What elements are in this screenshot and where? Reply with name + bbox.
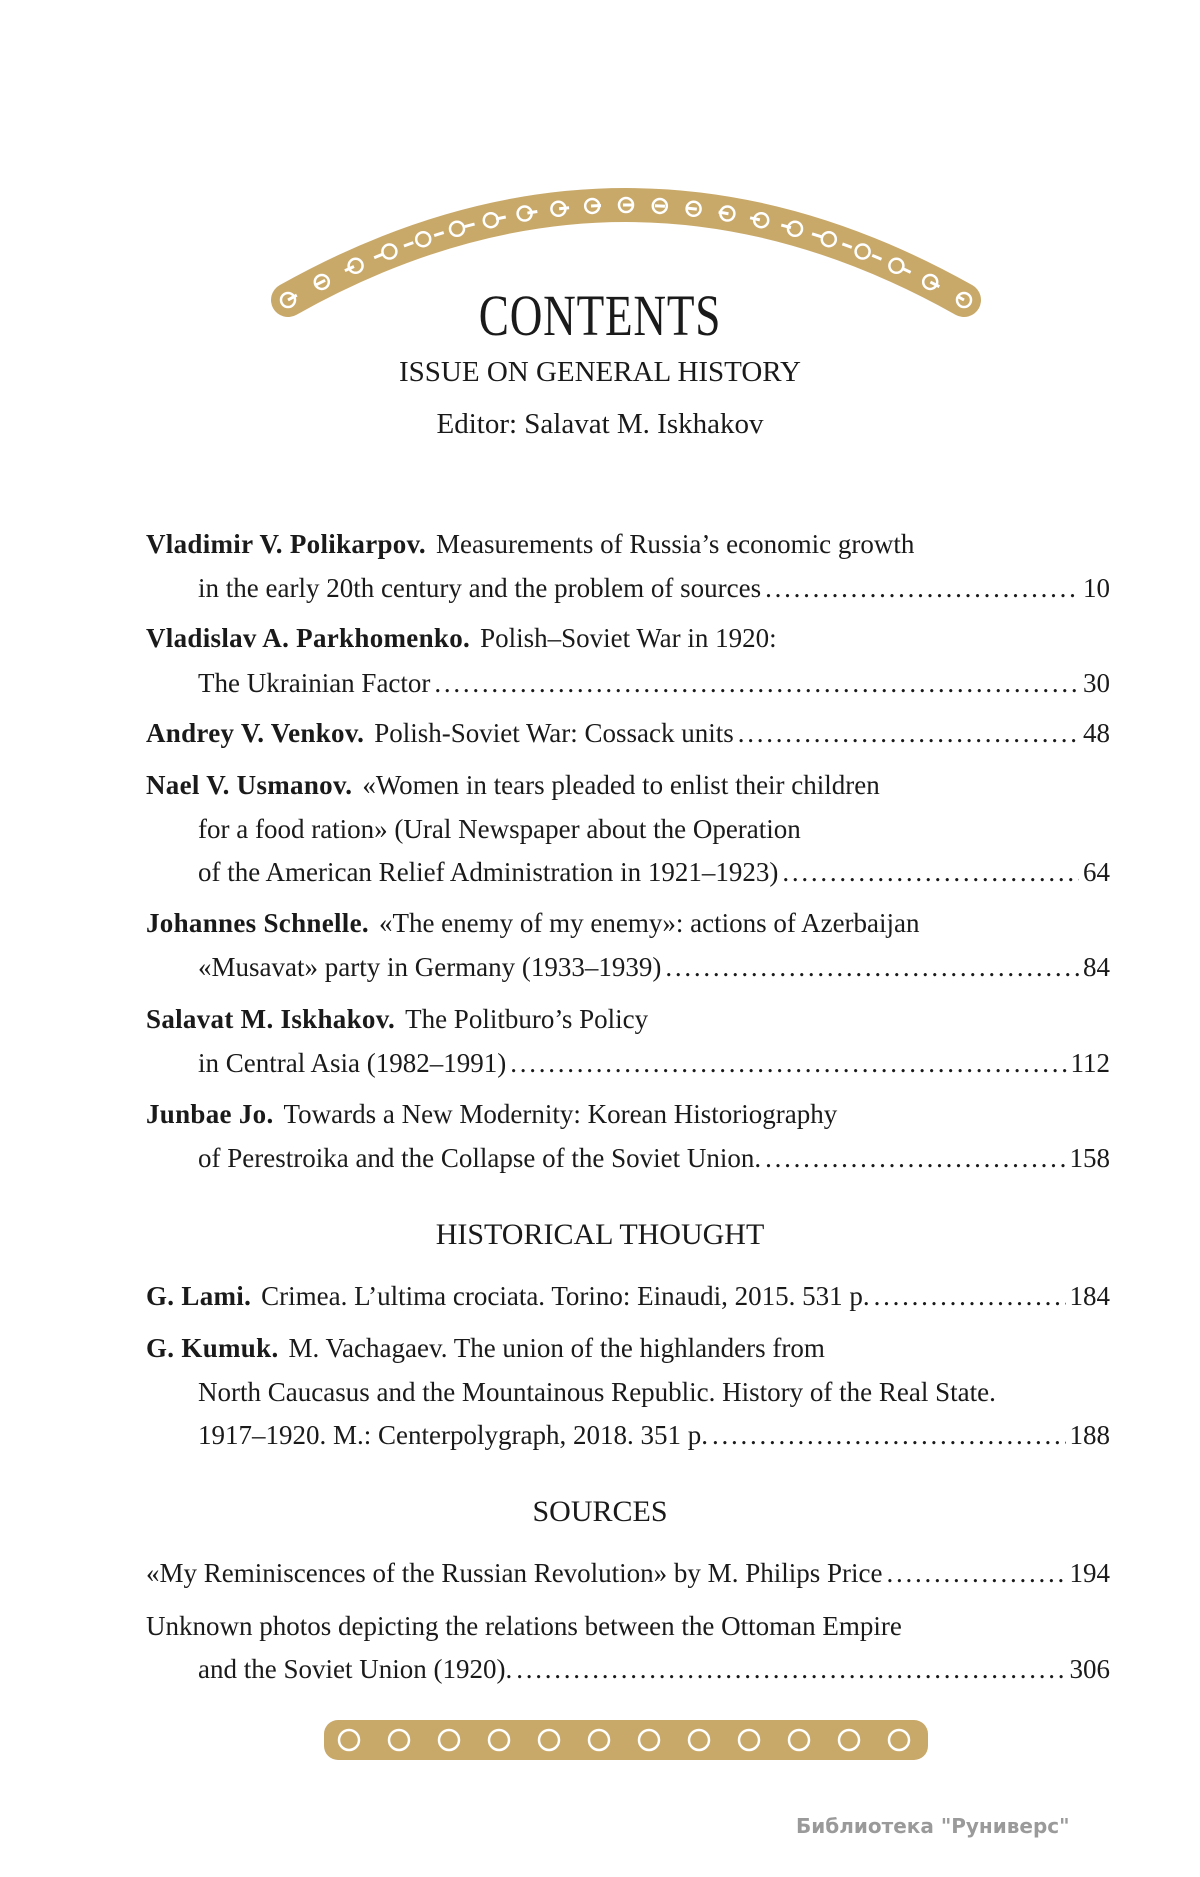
entry-title: Polish–Soviet War in 1920: — [480, 623, 777, 653]
toc-entry-cont[interactable] — [198, 1372, 1110, 1412]
entry-title: The Politburo’s Policy — [405, 1004, 649, 1034]
page-number: 48 — [1083, 718, 1110, 748]
entry-title: North Caucasus and the Mountainous Republic. History of the Real State. — [198, 1377, 996, 1407]
toc-entry-cont[interactable] — [198, 852, 1110, 892]
watermark: Библиотека "Руниверс" — [796, 1814, 1070, 1838]
page-number: 306 — [1069, 1654, 1110, 1684]
entry-author: Salavat M. Iskhakov. — [146, 1004, 396, 1034]
dot-leader — [510, 1043, 1066, 1083]
entry-title: «The enemy of my enemy»: actions of Azerbaijan — [378, 908, 920, 938]
page-number: 184 — [1069, 1281, 1110, 1311]
dot-leader — [434, 663, 1079, 703]
page-number: 30 — [1083, 668, 1110, 698]
entry-title: Polish-Soviet War: Cossack units — [374, 718, 734, 748]
toc-entry-cont[interactable] — [198, 663, 1110, 703]
entry-title: for a food ration» (Ural Newspaper about the Operation — [198, 814, 801, 844]
bottom-ornament — [324, 1716, 928, 1764]
entry-title: «Women in tears pleaded to enlist their children — [362, 770, 880, 800]
entry-title: Unknown photos depicting the relations between the Ottoman Empire — [146, 1611, 902, 1641]
dot-leader — [738, 713, 1079, 753]
editor-line: Editor: Salavat M. Iskhakov — [436, 408, 764, 440]
page-number: 64 — [1083, 857, 1110, 887]
toc-entry-cont[interactable] — [198, 809, 1110, 849]
toc-entry[interactable] — [146, 999, 1110, 1039]
toc-entry[interactable] — [146, 1606, 1110, 1646]
dot-leader — [516, 1649, 1065, 1689]
page-title: CONTENTS — [478, 283, 722, 348]
page-number: 194 — [1069, 1558, 1110, 1588]
toc-entry[interactable] — [146, 1094, 1110, 1134]
entry-title: The Ukrainian Factor — [198, 668, 431, 698]
entry-author: Vladimir V. Polikarpov. — [146, 529, 426, 559]
entry-author: Nael V. Usmanov. — [146, 770, 353, 800]
toc-entry-cont[interactable] — [198, 1138, 1110, 1178]
dot-leader — [665, 947, 1079, 987]
entry-title: «My Reminiscences of the Russian Revolution» by M. Philips Price — [146, 1558, 883, 1588]
page-number: 158 — [1069, 1143, 1110, 1173]
entry-title: Towards a New Modernity: Korean Historiography — [283, 1099, 838, 1129]
dot-leader — [886, 1553, 1065, 1593]
section-heading-historical-thought: HISTORICAL THOUGHT — [435, 1218, 765, 1251]
issue-subtitle: ISSUE ON GENERAL HISTORY — [399, 356, 801, 388]
entry-title: Crimea. L’ultima crociata. Torino: Einaudi, 2015. 531 p. — [261, 1281, 870, 1311]
entry-title: of Perestroika and the Collapse of the Soviet Union. — [198, 1143, 762, 1173]
entry-title: in Central Asia (1982–1991) — [198, 1048, 507, 1078]
toc-entry-cont[interactable] — [198, 1415, 1110, 1455]
dot-leader — [765, 1138, 1065, 1178]
toc-entry[interactable] — [146, 1553, 1110, 1593]
toc-entry-cont[interactable] — [198, 1649, 1110, 1689]
entry-title: Measurements of Russia’s economic growth — [435, 529, 915, 559]
entry-author: Andrey V. Venkov. — [146, 718, 365, 748]
entry-title: in the early 20th century and the problem of sources — [198, 573, 762, 603]
entry-title: of the American Relief Administration in 1921–1923) — [198, 857, 779, 887]
toc-entry[interactable] — [146, 1276, 1110, 1316]
toc-entry[interactable] — [146, 524, 1110, 564]
page-number: 84 — [1083, 952, 1110, 982]
toc-entry[interactable] — [146, 713, 1110, 753]
dot-leader — [765, 568, 1079, 608]
entry-author: Junbae Jo. — [146, 1099, 274, 1129]
page-number: 188 — [1069, 1420, 1110, 1450]
section-heading-sources: SOURCES — [532, 1495, 668, 1528]
entry-author: G. Kumuk. — [146, 1333, 279, 1363]
entry-title: 1917–1920. M.: Centerpolygraph, 2018. 351 p. — [198, 1420, 708, 1450]
toc-entry-cont[interactable] — [198, 1043, 1110, 1083]
entry-author: Vladislav A. Parkhomenko. — [146, 623, 471, 653]
dot-leader — [874, 1276, 1066, 1316]
entry-author: G. Lami. — [146, 1281, 252, 1311]
toc-entry[interactable] — [146, 1328, 1110, 1368]
dot-leader — [712, 1415, 1066, 1455]
toc-entry[interactable] — [146, 618, 1110, 658]
dot-leader — [782, 852, 1079, 892]
page-number: 10 — [1083, 573, 1110, 603]
entry-author: Johannes Schnelle. — [146, 908, 369, 938]
toc-entry[interactable] — [146, 903, 1110, 943]
toc-entry-cont[interactable] — [198, 568, 1110, 608]
entry-title: and the Soviet Union (1920). — [198, 1654, 513, 1684]
page-number: 112 — [1070, 1048, 1110, 1078]
toc-entry[interactable] — [146, 765, 1110, 805]
toc-entry-cont[interactable] — [198, 947, 1110, 987]
entry-title: «Musavat» party in Germany (1933–1939) — [198, 952, 662, 982]
entry-title: M. Vachagaev. The union of the highlanders from — [288, 1333, 825, 1363]
